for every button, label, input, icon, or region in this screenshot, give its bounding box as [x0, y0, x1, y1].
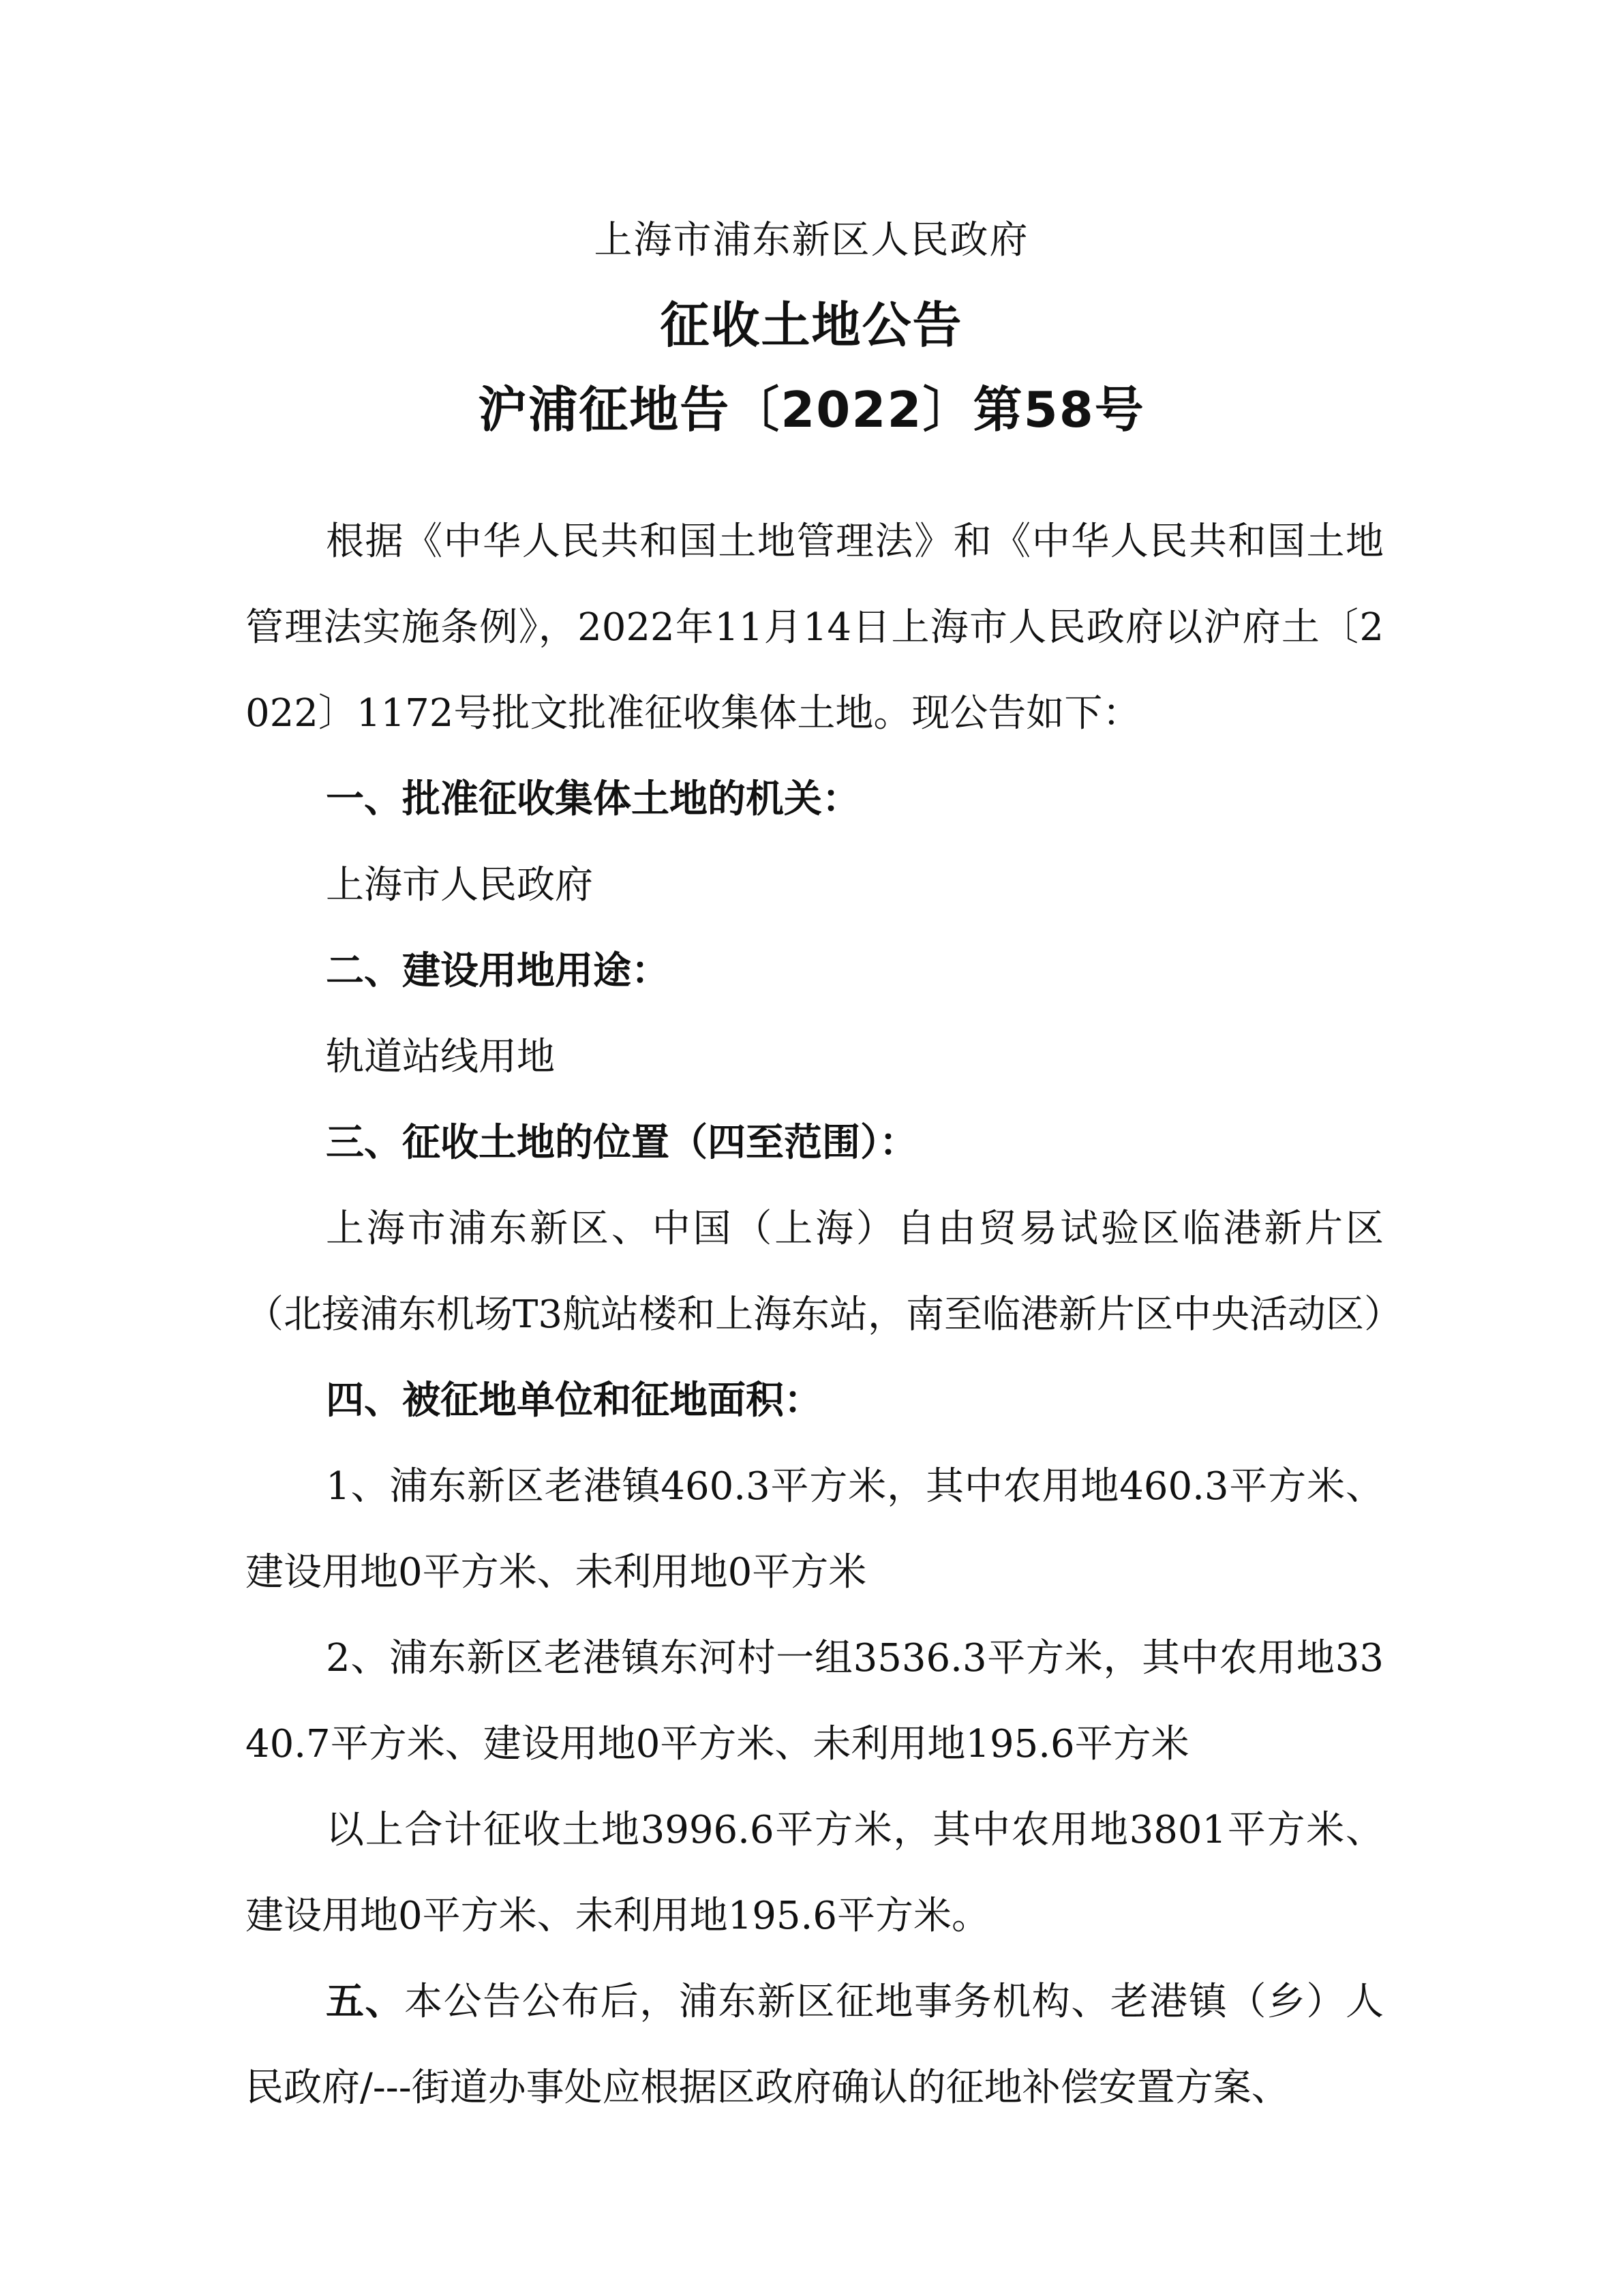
section-4-item-2: 2、浦东新区老港镇东河村一组3536.3平方米，其中农用地3340.7平方米、建设用地0平方米、未利用地195.6平方米: [245, 1636, 1384, 1766]
section-5-text: 本公告公布后，浦东新区征地事务机构、老港镇（乡）人民政府/---街道办事处应根据区政府确认的征地补偿安置方案、: [245, 1980, 1384, 2110]
section-3-heading: 三、征收土地的位置（四至范围）：: [326, 1121, 917, 1165]
section-1-heading: 一、批准征收集体土地的机关：: [326, 777, 860, 821]
section-5-paragraph: [245, 1959, 1384, 2131]
notice-title: 征收土地公告: [660, 297, 963, 354]
section-2-heading: 二、建设用地用途：: [326, 949, 669, 993]
issuer-name: 上海市浦东新区人民政府: [594, 218, 1029, 262]
section-2-content: 轨道站线用地: [326, 1035, 555, 1079]
section-1-content: 上海市人民政府: [326, 863, 593, 907]
notice-body: [245, 499, 1402, 2131]
section-4-heading: 四、被征地单位和征地面积：: [326, 1378, 822, 1423]
section-4-total: 以上合计征收土地3996.6平方米，其中农用地3801平方米、建设用地0平方米、未利用地195.6平方米。: [245, 1808, 1384, 1938]
intro-paragraph: 根据《中华人民共和国土地管理法》和《中华人民共和国土地管理法实施条例》，2022年11月14日上海市人民政府以沪府土〔2022〕1172号批文批准征收集体土地。现公告如下：: [245, 519, 1384, 736]
section-5-lead: 五、: [326, 1980, 405, 2024]
document-number: 沪浦征地告〔2022〕第58号: [478, 381, 1145, 438]
section-3-content: 上海市浦东新区、中国（上海）自由贸易试验区临港新片区（北接浦东机场T3航站楼和上海东站，南至临港新片区中央活动区）: [245, 1207, 1402, 1337]
section-4-item-1: 1、浦东新区老港镇460.3平方米，其中农用地460.3平方米、建设用地0平方米、未利用地0平方米: [245, 1464, 1384, 1595]
